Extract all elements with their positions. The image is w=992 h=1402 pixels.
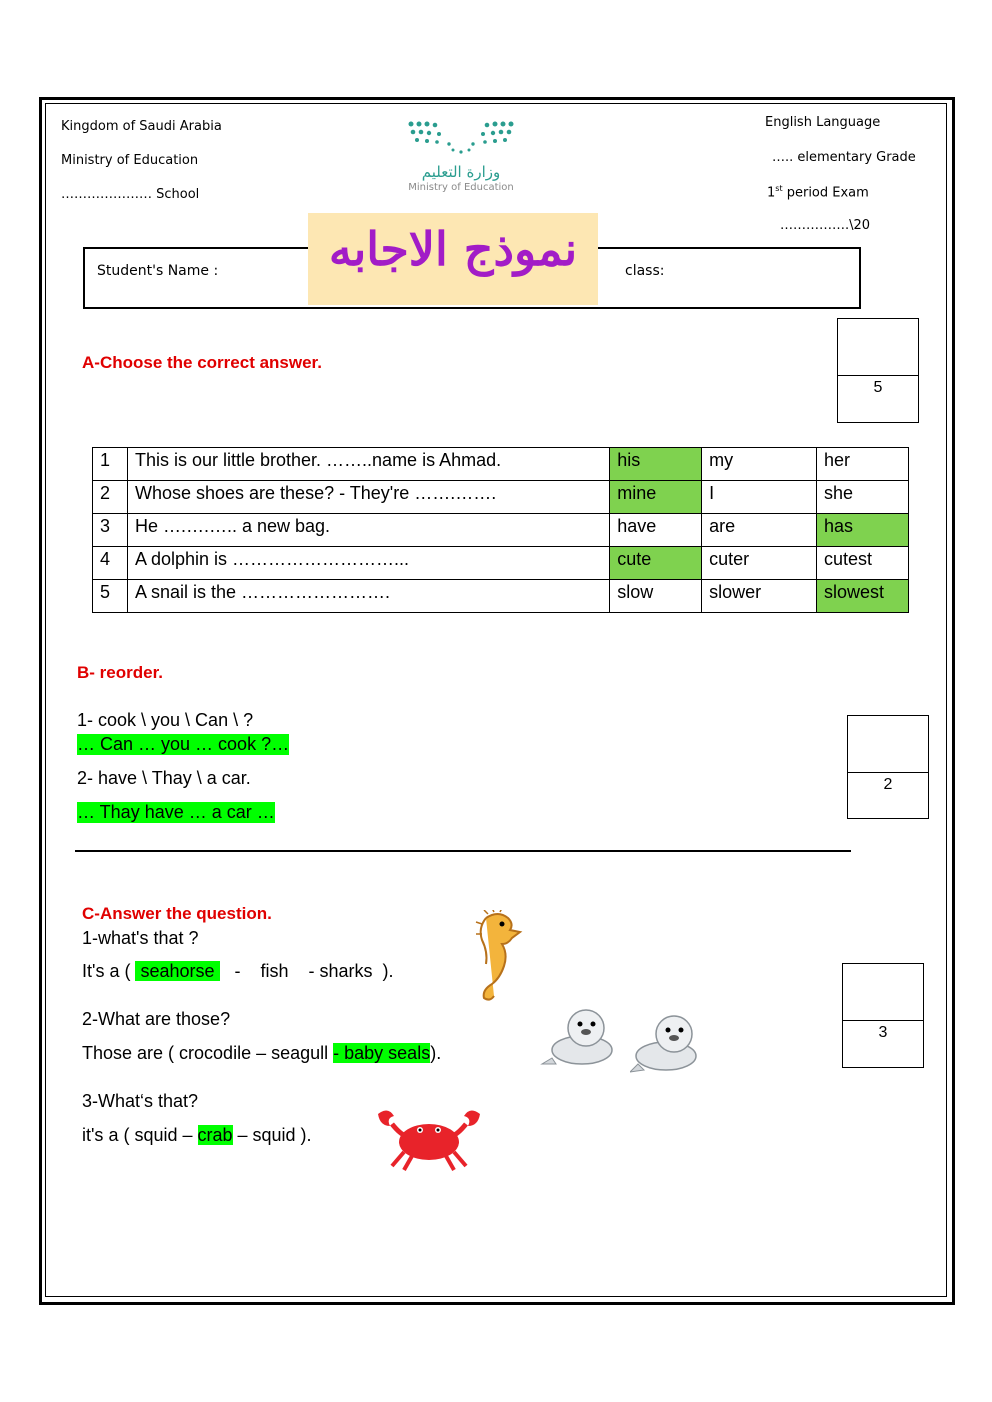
reorder-answer-1: … Can … you … cook ?… xyxy=(77,734,290,754)
question-row xyxy=(93,448,909,481)
option-2[interactable]: cuter xyxy=(702,547,817,580)
answer-c1-post: - fish - sharks ). xyxy=(219,961,394,981)
score-divider xyxy=(838,375,918,376)
answer-c3-post: – squid ). xyxy=(232,1125,312,1145)
header-grade: ….. elementary Grade xyxy=(772,150,916,165)
class-label: class: xyxy=(625,263,665,279)
answer-c2-highlight: - baby seals xyxy=(333,1043,431,1063)
score-divider xyxy=(848,772,928,773)
student-name-label: Student's Name : xyxy=(97,263,219,279)
option-1[interactable]: slow xyxy=(610,580,702,613)
section-a-score-box xyxy=(837,318,919,423)
answer-c1-pre: It's a ( xyxy=(82,961,136,981)
question-row xyxy=(93,580,909,613)
question-number: 5 xyxy=(93,580,128,613)
option-1[interactable]: his xyxy=(610,448,702,481)
answer-key-stamp-text: نموذج الاجابه xyxy=(328,222,578,276)
period-suffix: st xyxy=(775,184,783,193)
answer-c3-pre: it's a ( squid – xyxy=(82,1125,198,1145)
question-c3: 3-What‘s that? xyxy=(82,1091,199,1111)
question-number: 4 xyxy=(93,547,128,580)
question-row xyxy=(93,481,909,514)
section-a-score: 5 xyxy=(873,379,883,396)
question-text: He ….….….. a new bag. xyxy=(127,514,609,547)
section-c-score-box xyxy=(842,963,924,1068)
answer-c3 xyxy=(82,1125,312,1146)
answer-c2-pre: Those are ( crocodile – seagull xyxy=(82,1043,334,1063)
question-row xyxy=(93,514,909,547)
question-number: 3 xyxy=(93,514,128,547)
reorder-question-1: 1- cook \ you \ Can \ ? xyxy=(77,710,254,730)
section-b-title: B- reorder. xyxy=(77,663,163,682)
question-c1: 1-what's that ? xyxy=(82,928,199,948)
option-3[interactable]: her xyxy=(817,448,909,481)
option-2[interactable]: slower xyxy=(702,580,817,613)
question-text: Whose shoes are these? - They're …….……. xyxy=(127,481,609,514)
section-c-title: C-Answer the question. xyxy=(82,904,272,923)
section-b-score: 2 xyxy=(883,776,893,793)
option-3[interactable]: has xyxy=(817,514,909,547)
header-year: …………….\20 xyxy=(780,218,871,233)
question-row xyxy=(93,547,909,580)
section-a-title: A-Choose the correct answer. xyxy=(82,353,322,372)
answer-c2 xyxy=(82,1043,441,1064)
seahorse-icon xyxy=(468,910,524,1004)
option-2[interactable]: I xyxy=(702,481,817,514)
section-c-score: 3 xyxy=(878,1024,888,1041)
question-number: 2 xyxy=(93,481,128,514)
logo-english-text: Ministry of Education xyxy=(408,182,514,193)
question-text: A snail is the ……………………. xyxy=(127,580,609,613)
header-subject: English Language xyxy=(765,115,881,130)
option-1[interactable]: cute xyxy=(610,547,702,580)
question-text: A dolphin is ………………………... xyxy=(127,547,609,580)
answer-c1-highlight: seahorse xyxy=(135,961,220,981)
option-3[interactable]: slowest xyxy=(817,580,909,613)
logo-dots-icon xyxy=(405,118,517,158)
option-1[interactable]: have xyxy=(610,514,702,547)
reorder-question-2: 2- have \ Thay \ a car. xyxy=(77,768,251,788)
reorder-answer-2: … Thay have … a car … xyxy=(77,802,275,822)
period-text: period Exam xyxy=(782,185,869,201)
answer-c2-post: ). xyxy=(430,1043,442,1063)
section-divider xyxy=(75,850,851,852)
crab-icon xyxy=(372,1104,486,1174)
option-3[interactable]: she xyxy=(817,481,909,514)
option-2[interactable]: my xyxy=(702,448,817,481)
question-c2: 2-What are those? xyxy=(82,1009,231,1029)
option-3[interactable]: cutest xyxy=(817,547,909,580)
header-ministry: Ministry of Education xyxy=(61,153,199,168)
period-number: 1 xyxy=(767,185,776,201)
question-number: 1 xyxy=(93,448,128,481)
section-a-table xyxy=(92,447,909,613)
header-school: ………………… School xyxy=(61,187,200,202)
header-country: Kingdom of Saudi Arabia xyxy=(61,119,222,134)
logo-arabic-text: وزارة التعليم xyxy=(421,163,501,181)
baby-seal-icon-2 xyxy=(630,1010,710,1076)
option-2[interactable]: are xyxy=(702,514,817,547)
score-divider xyxy=(843,1020,923,1021)
ministry-logo xyxy=(405,118,517,202)
section-b-score-box xyxy=(847,715,929,819)
option-1[interactable]: mine xyxy=(610,481,702,514)
header-period xyxy=(767,184,869,200)
baby-seal-icon xyxy=(538,1004,618,1070)
answer-c1 xyxy=(82,961,394,982)
question-text: This is our little brother. ……..name is Ahmad. xyxy=(127,448,609,481)
answer-c3-highlight: crab xyxy=(197,1125,233,1145)
